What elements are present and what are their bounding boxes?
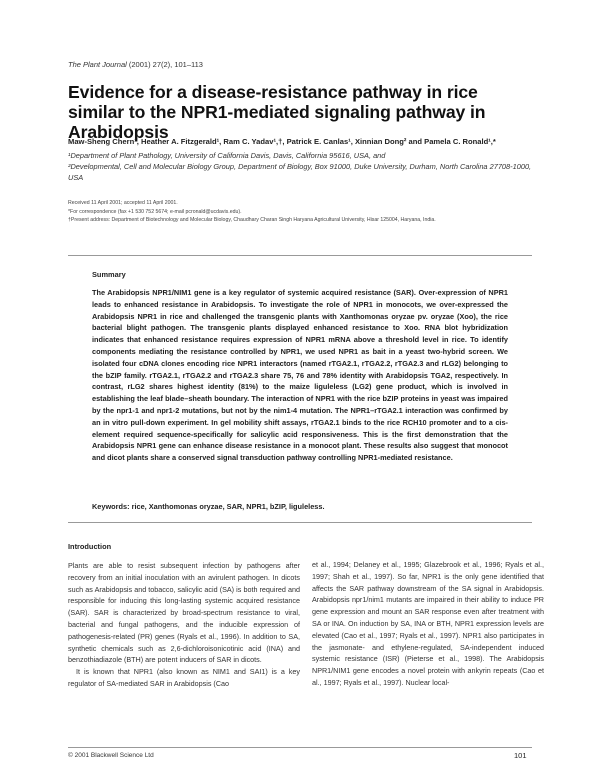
received-dates: Received 11 April 2001; accepted 11 April 2001. bbox=[68, 200, 178, 206]
copyright-notice: © 2001 Blackwell Science Ltd bbox=[68, 752, 154, 759]
intro-paragraph-1: Plants are able to resist subsequent infection by pathogens after recovery from an initial inoculation with an avirulent pathogen. In dicots such as Arabidopsis and tobacco, salicylic acid (SA) is both required and responsible for inducing this long-lasting systemic acquired resistance (SAR). SAR is characterized by broad-spectrum resistance to viral, bacterial and fungal pathogens, and the inducible expression of pathogenesis-related (PR) genes (Ryals et al., 1996). In addition to SA, synthetic chemicals such as 2,6-dichloroisonicotinic acid (INA) and benzothiadiazole (BTH) are potent inducers of SAR in dicots. bbox=[68, 561, 300, 665]
summary-heading: Summary bbox=[92, 270, 126, 279]
summary-text: The Arabidopsis NPR1/NIM1 gene is a key regulator of systemic acquired resistance (SAR). Over-expression of NPR1 leads to enhanced resistance in Arabidopsis. To investigate the role of NPR1 in monocots, we over-expressed the Arabidopsis NPR1 in rice and challenged the transgenic plants with Xanthomonas oryzae pv. oryzae (Xoo), the rice bacterial blight pathogen. The transgenic plants displayed enhanced resistance to Xoo. RNA blot hybridization indicates that enhanced resistance requires expression of NPR1 mRNA above a threshold level in rice. To identify components mediating the resistance controlled by NPR1, we used NPR1 as bait in a yeast two-hybrid screen. We isolated four cDNA clones encoding rice NPR1 interactors (named rTGA2.1, rTGA2.2, rTGA2.3 and rLG2) belonging to the bZIP family. rTGA2.1, rTGA2.2 and rTGA2.3 share 75, 76 and 78% identity with Arabidopsis TGA2, respectively. In contrast, rLG2 shares highest identity (81%) to the maize liguleless (LG2) gene product, which is involved in establishing the leaf blade–sheath boundary. The interaction of NPR1 with the rice bZIP proteins in yeast was impaired by the npr1-1 and npr1-2 mutations, but not by the nim1-4 mutation. The NPR1–rTGA2.1 interaction was confirmed by an in vitro pull-down experiment. In gel mobility shift assays, rTGA2.1 binds to the rice RCH10 promoter and to a cis-element required sequence-specifically for salicylic acid responsiveness. This is the first demonstration that the Arabidopsis NPR1 gene can enhance disease resistance in a monocot plant. These results also suggest that monocot and dicot plants share a conserved signal transduction pathway controlling NPR1-mediated resistance. bbox=[92, 288, 508, 463]
journal-name: The Plant Journal bbox=[68, 60, 127, 69]
introduction-column-right bbox=[312, 559, 544, 689]
page-number: 101 bbox=[514, 751, 527, 760]
summary-top-divider bbox=[68, 255, 532, 256]
intro-paragraph-2: It is known that NPR1 (also known as NIM1 and SAI1) is a key regulator of SA-mediated SAR in Arabidopsis (Cao bbox=[68, 667, 300, 688]
affiliation-1: ¹Department of Plant Pathology, University of California Davis, Davis, California 95616, USA, and bbox=[68, 151, 386, 160]
correspondence-note: *For correspondence (fax +1 530 752 5674; e-mail pcronald@ucdavis.edu). bbox=[68, 208, 242, 215]
article-title: Evidence for a disease-resistance pathway in rice similar to the NPR1-mediated signaling pathway in Arabidopsis bbox=[68, 82, 486, 142]
journal-volume: (2001) 27(2), 101–113 bbox=[128, 60, 203, 69]
introduction-heading: Introduction bbox=[68, 542, 112, 551]
footer-divider bbox=[68, 747, 532, 748]
summary-bottom-divider bbox=[68, 522, 532, 523]
keywords: Keywords: rice, Xanthomonas oryzae, SAR, NPR1, bZIP, liguleless. bbox=[92, 502, 325, 511]
intro-paragraph-3: et al., 1994; Delaney et al., 1995; Glazebrook et al., 1996; Ryals et al., 1997; Shah et al., 1997). So far, NPR1 is the only gene identified that affects the SAR pathway downstream of the SA signal in Arabidopsis. Arabidopsis npr1/nim1 mutants are impaired in their ability to induce PR gene expression and mount an SAR response even after treatment with SA or INA. On induction by SA, INA or BTH, NPR1 expression levels are elevated (Cao et al., 1997; Ryals et al., 1997). NPR1 also participates in the jasmonate- and ethylene-regulated, SA-independent induced systemic resistance (ISR) (Pieterse et al., 1998). The Arabidopsis NPR1/NIM1 gene encodes a novel protein with ankyrin repeats (Cao et al., 1997; Ryals et al., 1997). Nuclear local- bbox=[312, 560, 544, 687]
affiliation-2: ²Developmental, Cell and Molecular Biology Group, Department of Biology, Box 91000, Duke University, Durham, North Carolina 27708-1000, USA bbox=[68, 162, 532, 182]
journal-header bbox=[68, 60, 203, 69]
author-list: Maw-Sheng Chern¹, Heather A. Fitzgerald¹, Ram C. Yadav¹,†, Patrick E. Canlas¹, Xinnian Dong² and Pamela C. Ronald¹,* bbox=[68, 137, 496, 146]
introduction-column-left bbox=[68, 560, 300, 690]
present-address-note: †Present address: Department of Biotechnology and Molecular Biology, Chaudhary Charan Singh Haryana Agricultural University, Hisar 125004, Haryana, India. bbox=[68, 217, 436, 223]
